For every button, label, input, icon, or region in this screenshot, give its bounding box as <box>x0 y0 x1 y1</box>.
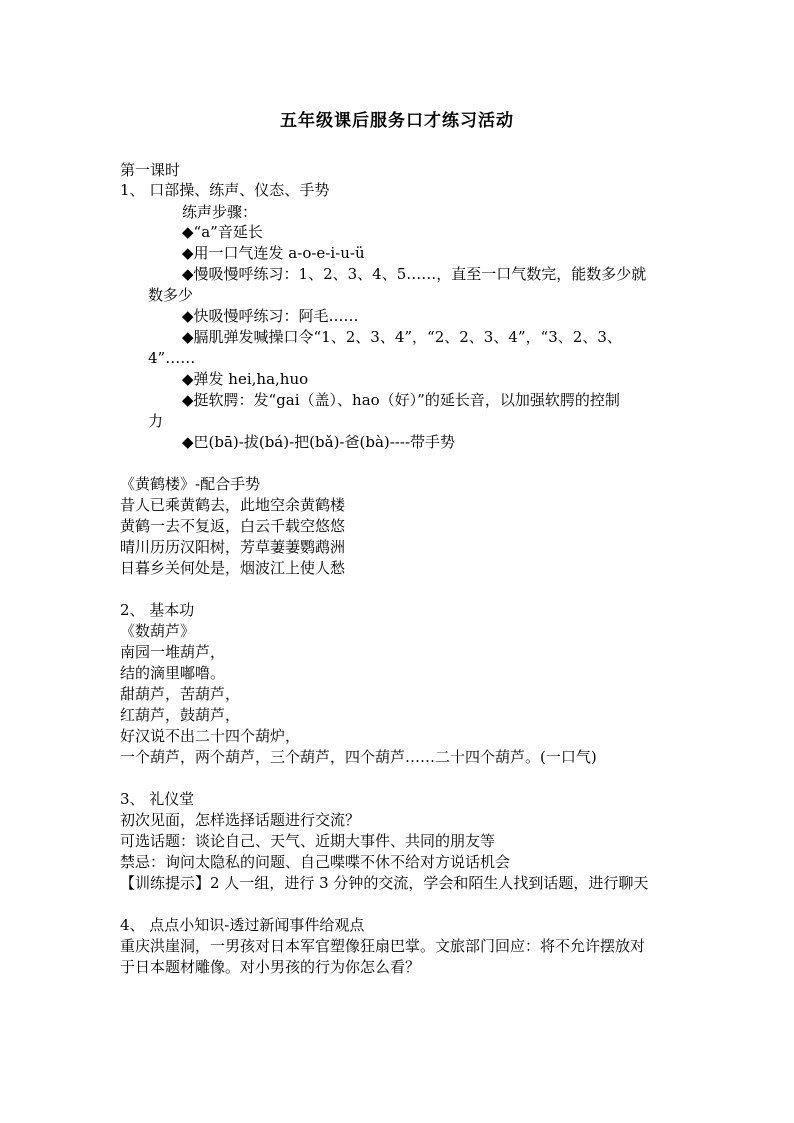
rhyme-title: 《数葫芦》 <box>120 622 196 640</box>
poem-title: 《黄鹤楼》-配合手势 <box>120 475 261 493</box>
section3-heading: 3、 礼仪堂 <box>120 790 195 808</box>
rhyme-line: 甜葫芦，苦葫芦， <box>120 685 241 703</box>
etiquette-line: 初次见面，怎样选择话题进行交流？ <box>120 811 361 829</box>
news-line: 于日本题材雕像。对小男孩的行为你怎么看？ <box>120 958 421 976</box>
step-item: ◆膈肌弹发喊操口令“1、2、3、4”，“2、2、3、4”，“3、2、3、 <box>182 328 622 346</box>
step-item: ◆快吸慢呼练习：阿毛…… <box>182 307 359 325</box>
section1-heading: 1、 口部操、练声、仪态、手势 <box>120 181 330 199</box>
step-item: ◆巴(bā)-拔(bá)-把(bǎ)-爸(bà)----带手势 <box>182 433 456 451</box>
section2-heading: 2、 基本功 <box>120 601 195 619</box>
step-item: ◆用一口气连发 a-o-e-i-u-ü <box>182 244 365 262</box>
etiquette-line: 可选话题：谈论自己、天气、近期大事件、共同的朋友等 <box>120 832 496 850</box>
steps-title: 练声步骤： <box>182 203 258 221</box>
step-item: ◆挺软腭：发“gai（盖）、hao（好）”的延长音，以加强软腭的控制 <box>182 391 620 409</box>
rhyme-line: 一个葫芦，两个葫芦，三个葫芦，四个葫芦……二十四个葫芦。(一口气) <box>120 748 597 766</box>
etiquette-line: 禁忌：询问太隐私的问题、自己喋喋不休不给对方说话机会 <box>120 853 511 871</box>
step-item: ◆慢吸慢呼练习：1、2、3、4、5……，直至一口气数完，能数多少就 <box>182 265 647 283</box>
training-tip: 【训练提示】2 人一组，进行 3 分钟的交流，学会和陌生人找到话题，进行聊天 <box>120 874 649 892</box>
news-line: 重庆洪崖洞，一男孩对日本军官塑像狂扇巴掌。文旅部门回应：将不允许摆放对 <box>120 937 646 955</box>
step-item-continued: 力 <box>148 412 164 430</box>
poem-line: 日暮乡关何处是，烟波江上使人愁 <box>120 559 346 577</box>
poem-line: 晴川历历汉阳树，芳草萋萋鹦鹉洲 <box>120 538 346 556</box>
rhyme-line: 结的滴里嘟噜。 <box>120 664 226 682</box>
step-item: ◆“a”音延长 <box>182 223 263 241</box>
rhyme-line: 南园一堆葫芦， <box>120 643 226 661</box>
lesson-label: 第一课时 <box>120 161 181 179</box>
section4-heading: 4、 点点小知识-透过新闻事件给观点 <box>120 916 365 934</box>
poem-line: 黄鹤一去不复返，白云千载空悠悠 <box>120 517 346 535</box>
rhyme-line: 好汉说不出二十四个葫炉， <box>120 727 301 745</box>
step-item-continued: 数多少 <box>148 286 194 304</box>
document-title: 五年级课后服务口才练习活动 <box>280 111 514 131</box>
rhyme-line: 红葫芦，鼓葫芦， <box>120 706 241 724</box>
step-item-continued: 4”…… <box>148 349 196 367</box>
poem-line: 昔人已乘黄鹤去，此地空余黄鹤楼 <box>120 496 346 514</box>
step-item: ◆弹发 hei,ha,huo <box>182 370 309 388</box>
